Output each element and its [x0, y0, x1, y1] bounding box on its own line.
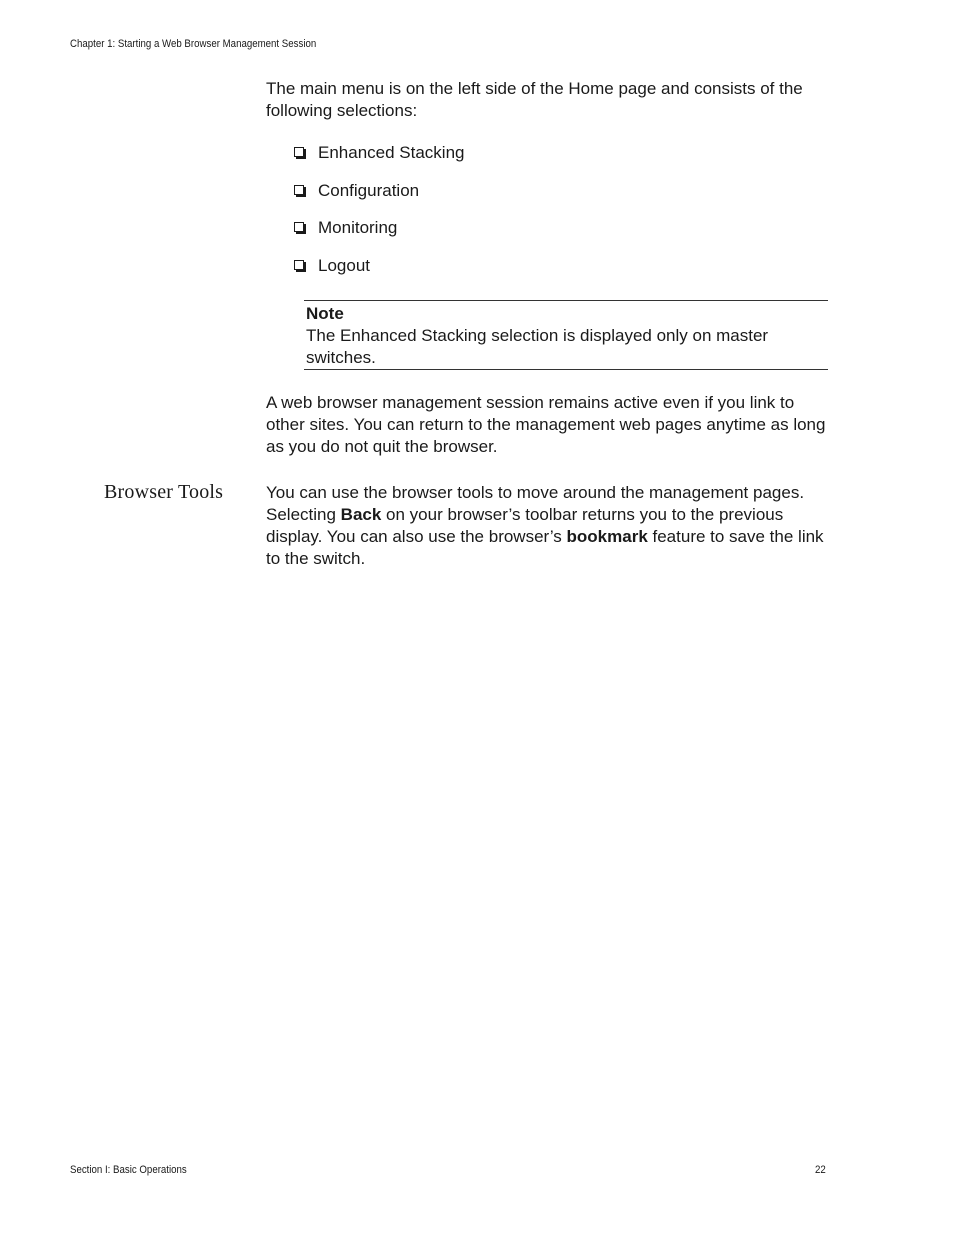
browser-tools-text-2: on your browser’s toolbar returns you to the previous display. You can also use the browser’s	[266, 505, 784, 546]
checkbox-icon	[294, 260, 304, 270]
list-item	[294, 180, 465, 218]
intro-paragraph: The main menu is on the left side of the Home page and consists of the following selections:	[266, 79, 803, 120]
checkbox-icon	[294, 185, 304, 195]
list-item-label: Enhanced Stacking	[318, 143, 465, 162]
note-title: Note	[306, 304, 344, 323]
session-paragraph: A web browser management session remains active even if you link to other sites. You can return to the management web pages anytime as long as you do not quit the browser.	[266, 393, 826, 456]
list-item	[294, 142, 465, 180]
browser-tools-text-1: You can use the browser tools to move around the management pages. Selecting	[266, 483, 805, 524]
back-term: Back	[340, 505, 382, 524]
bookmark-term: bookmark	[566, 527, 648, 546]
list-item-label: Logout	[318, 255, 370, 275]
list-item-label: Configuration	[318, 180, 420, 200]
note-text: The Enhanced Stacking selection is displayed only on master switches.	[306, 326, 769, 367]
list-item	[294, 217, 465, 255]
page-number: 22	[815, 1164, 826, 1176]
browser-tools-heading: Browser Tools	[104, 481, 224, 503]
browser-tools-text-3: feature to save the link to the switch.	[266, 527, 824, 568]
running-header: Chapter 1: Starting a Web Browser Management Session	[70, 38, 317, 50]
checkbox-icon	[294, 147, 304, 157]
browser-tools-paragraph	[266, 482, 828, 570]
checkbox-icon	[294, 222, 304, 232]
list-item-label: Monitoring	[318, 218, 398, 237]
menu-selection-list	[294, 142, 465, 292]
running-footer: Section I: Basic Operations	[70, 1164, 187, 1176]
note-box	[304, 300, 828, 370]
list-item	[294, 255, 465, 293]
